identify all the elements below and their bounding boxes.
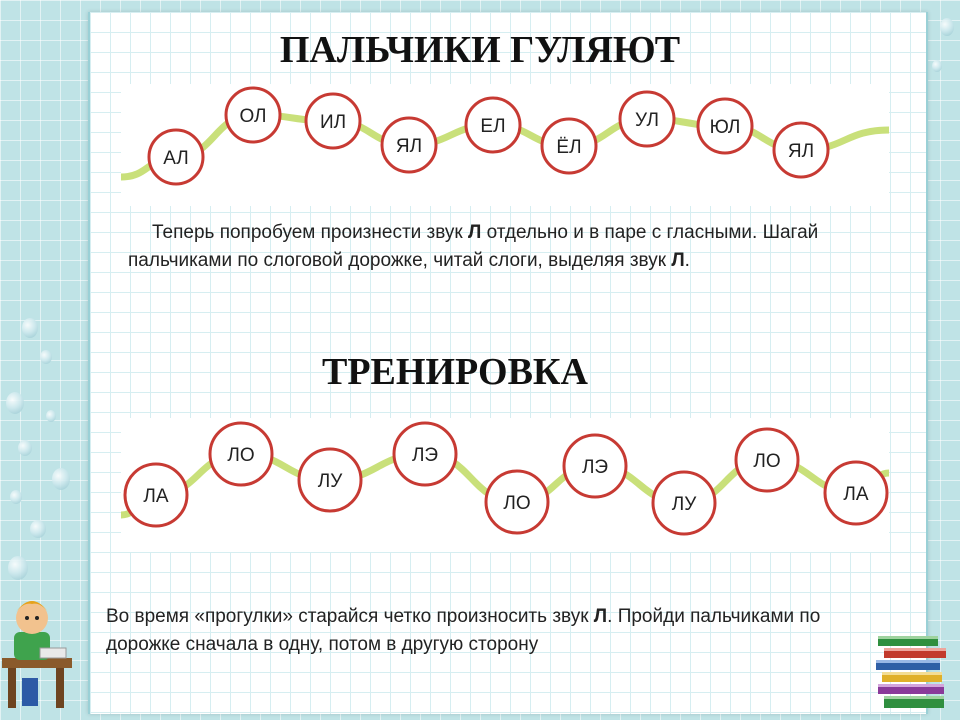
syllable-label: УЛ [635,110,659,131]
syllable-path-1 [121,84,889,206]
water-drop-decoration [30,520,46,538]
syllable-label: ЯЛ [787,141,815,162]
water-drop-decoration [18,440,32,456]
syllable-label: ЛО [503,493,531,514]
water-drop-decoration [6,392,24,414]
water-drop-decoration [46,410,56,422]
syllable-label: ЛА [143,486,169,507]
para2-text-2: . Пройди пальчиками по дорожке сначала в одну, потом в другую сторону [106,606,821,655]
syllable-label: ИЛ [319,112,347,133]
syllable-label: ЕЛ [480,116,506,137]
syllable-label: ОЛ [239,106,267,127]
water-drop-decoration [52,468,70,490]
books-stack-icon [872,632,956,716]
syllable-label: ЛЭ [581,457,609,478]
para1-bold-2: Л [671,250,685,271]
water-drop-decoration [40,350,52,364]
instruction-paragraph-1 [128,219,848,275]
water-drop-decoration [8,556,28,580]
syllable-label: ЛО [227,445,255,466]
water-drop-decoration [10,490,22,504]
syllable-label: ЯЛ [395,136,423,157]
boy-at-desk-icon [0,588,80,714]
syllable-label: ЁЛ [556,137,582,158]
syllable-label: ЛО [753,451,781,472]
water-drop-decoration [22,318,38,338]
para2-bold-1: Л [593,606,608,627]
syllable-label: ЛУ [317,471,343,492]
para1-bold-1: Л [468,222,482,243]
page-title: ПАЛЬЧИКИ ГУЛЯЮТ [279,29,681,71]
syllable-label: ЮЛ [709,117,741,138]
para1-text-1: Теперь попробуем произнести звук [152,222,469,243]
instruction-paragraph-2 [106,603,836,659]
para1-text-3: . [684,250,690,271]
para2-text-1: Во время «прогулки» старайся четко произносить звук [106,606,594,627]
syllable-path-2 [121,418,889,552]
section-title-training: ТРЕНИРОВКА [322,351,588,393]
syllable-label: ЛУ [671,494,697,515]
syllable-label: ЛЭ [411,445,439,466]
syllable-label: АЛ [163,148,189,169]
syllable-path-1-svg [121,84,889,206]
syllable-label: ЛА [843,484,869,505]
syllable-path-2-svg [121,418,889,552]
para1-text-2: отдельно и в паре с гласными. Шагай пальчиками по слоговой дорожке, читай слоги, выделяя звук [128,222,819,271]
